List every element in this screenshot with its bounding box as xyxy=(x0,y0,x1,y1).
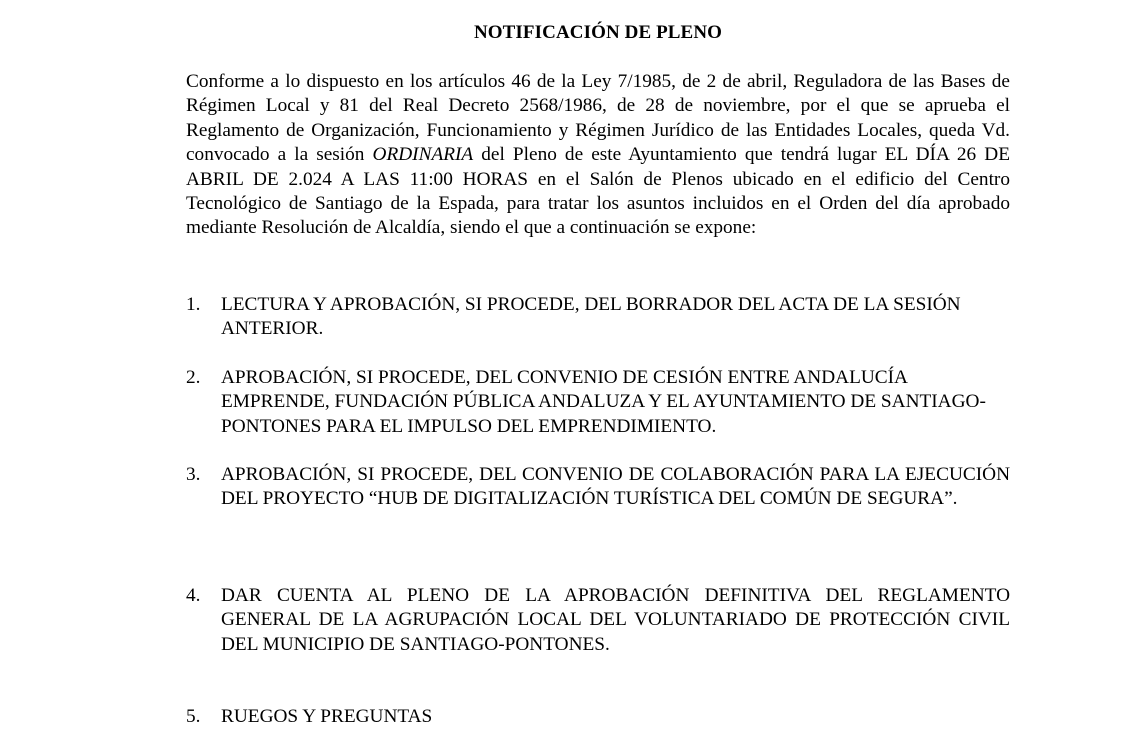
agenda-item-number: 2. xyxy=(186,367,201,388)
agenda-item-text: DAR CUENTA AL PLENO DE LA APROBACIÓN DEFINITIVA DEL REGLAMENTO GENERAL DE LA AGRUPACIÓN LOCAL DEL VOLUNTARIADO DE PROTECCIÓN CIVIL DEL MUNICIPIO DE SANTIAGO-PONTONES. xyxy=(221,585,1010,655)
agenda-item-number: 3. xyxy=(186,464,201,485)
agenda-item-text: LECTURA Y APROBACIÓN, SI PROCEDE, DEL BORRADOR DEL ACTA DE LA SESIÓN ANTERIOR. xyxy=(221,294,961,340)
agenda-item xyxy=(186,366,1010,439)
intro-paragraph xyxy=(186,70,1010,241)
session-type: ORDINARIA xyxy=(372,144,474,166)
agenda-item-number: 1. xyxy=(186,294,201,315)
intro-text-part2: del Pleno de este Ayuntamiento que tendrá lugar EL DÍA 26 DE ABRIL DE 2.024 A LAS 11:00 HORAS en el Salón de Plenos ubicado en el edificio del Centro Tecnológico de Santiago de la Espada, para tratar los asuntos incluidos en el Orden del día aprobado mediante Resolución de Alcaldía, siendo el que a continuación se expone: xyxy=(186,144,1010,239)
intro-text-part1: Conforme a lo dispuesto en los artículos 46 de la Ley 7/1985, de 2 de abril, Reguladora de las Bases de Régimen Local y 81 del Real Decreto 2568/1986, de 28 de noviembre, por el que se aprueba el Reglamento de Organización, Funcionamiento y Régimen Jurídico de las Entidades Locales, queda Vd. convocado a la sesión xyxy=(186,71,1010,166)
agenda-item-text: APROBACIÓN, SI PROCEDE, DEL CONVENIO DE CESIÓN ENTRE ANDALUCÍA EMPRENDE, FUNDACIÓN PÚBLICA ANDALUZA Y EL AYUNTAMIENTO DE SANTIAGO-PONTONES PARA EL IMPULSO DEL EMPRENDIMIENTO. xyxy=(221,367,986,437)
agenda-item xyxy=(186,293,1010,342)
agenda-item xyxy=(186,584,1010,657)
agenda-item-number: 4. xyxy=(186,585,201,606)
document-title: NOTIFICACIÓN DE PLENO xyxy=(473,22,723,43)
agenda-item xyxy=(186,705,1010,729)
agenda-item-text: RUEGOS Y PREGUNTAS xyxy=(221,706,433,727)
agenda-item-text: APROBACIÓN, SI PROCEDE, DEL CONVENIO DE COLABORACIÓN PARA LA EJECUCIÓN DEL PROYECTO “HUB DE DIGITALIZACIÓN TURÍSTICA DEL COMÚN DE SEGURA”. xyxy=(221,464,1010,510)
agenda-item xyxy=(186,463,1010,512)
agenda-item-number: 5. xyxy=(186,706,201,727)
